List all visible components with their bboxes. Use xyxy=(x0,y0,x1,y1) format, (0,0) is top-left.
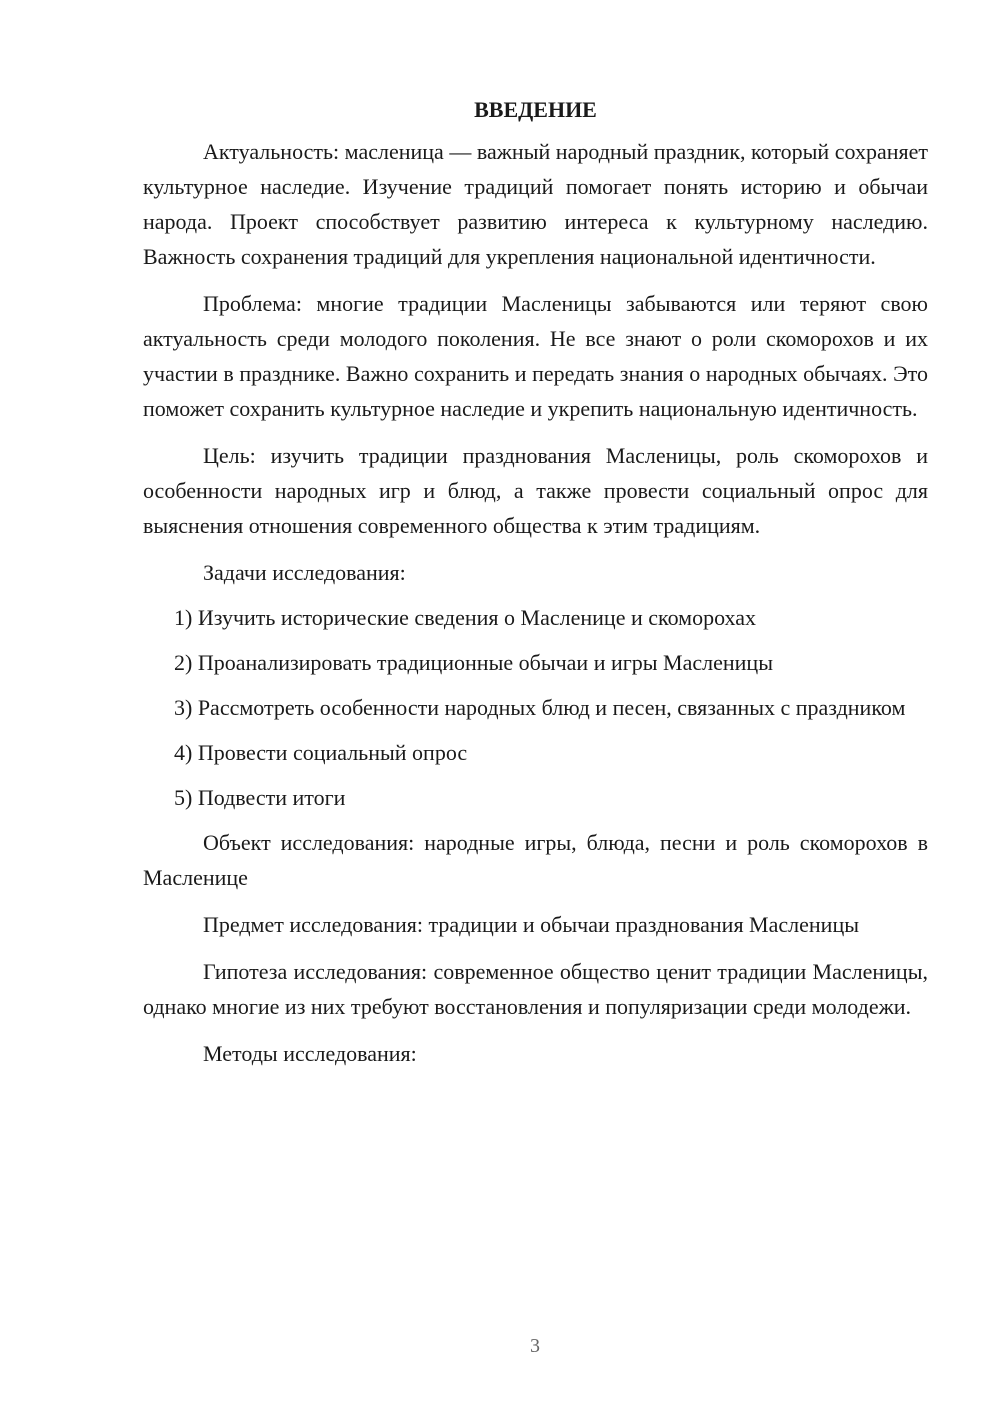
hypothesis-paragraph: Гипотеза исследования: современное общество ценит традиции Масленицы, однако многие из них требуют восстановления и популяризации среди молодежи. xyxy=(143,959,928,1019)
task-item-4: 4) Провести социальный опрос xyxy=(174,740,468,765)
methods-heading: Методы исследования: xyxy=(203,1041,417,1066)
problem-paragraph: Проблема: многие традиции Масленицы забываются или теряют свою актуальность среди молодого поколения. Не все знают о роли скоморохов и их участии в празднике. Важно сохранить и передать знания о народных обычаях. Это поможет сохранить культурное наследие и укрепить национальную идентичность. xyxy=(143,291,928,421)
task-item-3: 3) Рассмотреть особенности народных блюд и песен, связанных с праздником xyxy=(174,695,906,720)
page-number: 3 xyxy=(530,1335,540,1357)
task-item-2: 2) Проанализировать традиционные обычаи и игры Масленицы xyxy=(174,650,773,675)
tasks-heading: Задачи исследования: xyxy=(203,560,406,585)
task-item-1: 1) Изучить исторические сведения о Масленице и скоморохах xyxy=(174,605,757,630)
page-title: ВВЕДЕНИЕ xyxy=(474,97,597,122)
task-item-5: 5) Подвести итоги xyxy=(174,785,346,810)
object-paragraph: Объект исследования: народные игры, блюда, песни и роль скоморохов в Масленице xyxy=(143,830,928,890)
relevance-paragraph: Актуальность: масленица — важный народный праздник, который сохраняет культурное наследие. Изучение традиций помогает понять историю и обычаи народа. Проект способствует развитию интереса к культурному наследию. Важность сохранения традиций для укрепления национальной идентичности. xyxy=(143,139,928,269)
goal-paragraph: Цель: изучить традиции празднования Масленицы, роль скоморохов и особенности народных игр и блюд, а также провести социальный опрос для выяснения отношения современного общества к этим традициям. xyxy=(143,443,928,538)
subject-paragraph: Предмет исследования: традиции и обычаи празднования Масленицы xyxy=(203,912,859,937)
